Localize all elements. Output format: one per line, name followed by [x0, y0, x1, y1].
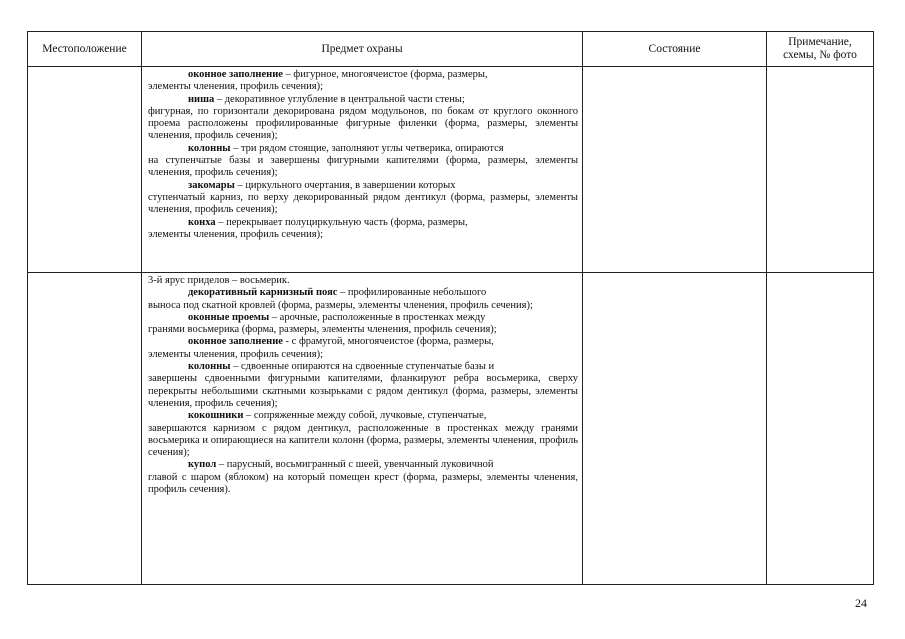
header-row	[28, 32, 874, 67]
entry-text-cont: фигурная, по горизонтали декорирована рядом модульонов, по бокам от круглого оконного проема расположены профилированные фигурные филенки (форма, размеры, элементы членения, профиль сечения);	[148, 105, 578, 142]
header-note-line1: Примечание,	[788, 36, 852, 48]
entry-term: оконные проемы	[188, 311, 270, 323]
header-note-line2: схемы, № фото	[783, 49, 857, 61]
subject-cell	[142, 67, 583, 273]
entry-text-cont: элементы членения, профиль сечения);	[148, 228, 323, 240]
entry-text-cont: гранями восьмерика (форма, размеры, элементы членения, профиль сечения);	[148, 324, 497, 336]
list-item	[148, 287, 578, 312]
list-item	[148, 69, 578, 94]
entry-term: конха	[188, 216, 216, 228]
entry-term: кокошники	[188, 410, 244, 422]
subject-cell	[142, 273, 583, 585]
header-subject: Предмет охраны	[142, 32, 583, 67]
entry-text: – циркульного очертания, в завершении которых	[234, 179, 456, 191]
list-item	[148, 361, 578, 410]
entry-term: декоративный карнизный пояс	[188, 287, 338, 299]
entry-term: колонны	[188, 361, 231, 373]
table-row	[28, 273, 874, 585]
entry-term: оконное заполнение	[188, 336, 283, 348]
list-item	[148, 94, 578, 143]
condition-cell	[583, 67, 767, 273]
entry-text-cont: ступенчатый карниз, по верху декорированный рядом дентикул (форма, размеры, элементы членения, профиль сечения);	[148, 191, 578, 216]
entry-term: колонны	[188, 142, 231, 154]
entry-text: – сдвоенные опираются на сдвоенные ступенчатые базы и	[230, 361, 495, 373]
entry-term: закомары	[188, 179, 235, 191]
list-item	[148, 180, 578, 217]
entry-text: – сопряженные между собой, лучковые, ступенчатые,	[243, 410, 487, 422]
entry-term: ниша	[188, 93, 215, 105]
entry-term: купол	[188, 459, 217, 471]
entry-term: оконное заполнение	[188, 69, 283, 80]
entry-text-cont: главой с шаром (яблоком) на который помещен крест (форма, размеры, элементы членения, профиль сечения).	[148, 471, 578, 496]
tier-intro: 3-й ярус приделов – восьмерик.	[148, 275, 290, 286]
header-condition: Состояние	[583, 32, 767, 67]
note-cell	[767, 273, 874, 585]
entry-text-cont: завершены сдвоенными фигурными капителями, фланкируют ребра восьмерика, сверху перекрыты небольшими скатными козырьками с рядом дентикул (форма, размеры, элементы членения, профиль сечения);	[148, 373, 578, 409]
protection-table	[27, 31, 874, 585]
entry-text: - с фрамугой, многоячеистое (форма, размеры,	[282, 336, 494, 348]
entry-text-cont: выноса под скатной кровлей (форма, размеры, элементы членения, профиль сечения);	[148, 299, 533, 311]
entry-text-cont: завершаются карнизом с рядом дентикул, расположенные в простенках между гранями восьмерика и опирающиеся на капители колонн (форма, размеры, элементы членения, профиль сечения);	[148, 422, 578, 459]
table-row	[28, 67, 874, 273]
entry-text: – профилированные небольшого	[337, 287, 487, 299]
page-number: 24	[855, 596, 867, 610]
list-item	[148, 459, 578, 496]
condition-cell	[583, 273, 767, 585]
list-item	[148, 217, 578, 242]
entry-text: – парусный, восьмигранный с шеей, увенчанный луковичной	[216, 459, 494, 471]
header-location: Местоположение	[28, 32, 142, 67]
entry-text: – фигурное, многоячеистое (форма, размеры,	[282, 69, 488, 80]
entry-text: – перекрывает полуциркульную часть (форма, размеры,	[215, 216, 468, 228]
entry-text: – арочные, расположенные в простенках между	[269, 311, 486, 323]
entry-text: – декоративное углубление в центральной части стены;	[214, 93, 465, 105]
location-cell	[28, 67, 142, 273]
list-item	[148, 143, 578, 180]
entry-text-cont: элементы членения, профиль сечения);	[148, 348, 323, 360]
entry-text-cont: элементы членения, профиль сечения);	[148, 81, 323, 93]
list-item	[148, 336, 578, 361]
list-item	[148, 312, 578, 337]
entry-text: – три рядом стоящие, заполняют углы четверика, опираются	[230, 142, 504, 154]
entry-text-cont: на ступенчатые базы и завершены фигурными капителями (форма, размеры, элементы членения, профиль сечения);	[148, 155, 578, 179]
location-cell	[28, 273, 142, 585]
header-note	[767, 32, 874, 67]
list-item	[148, 410, 578, 459]
note-cell	[767, 67, 874, 273]
